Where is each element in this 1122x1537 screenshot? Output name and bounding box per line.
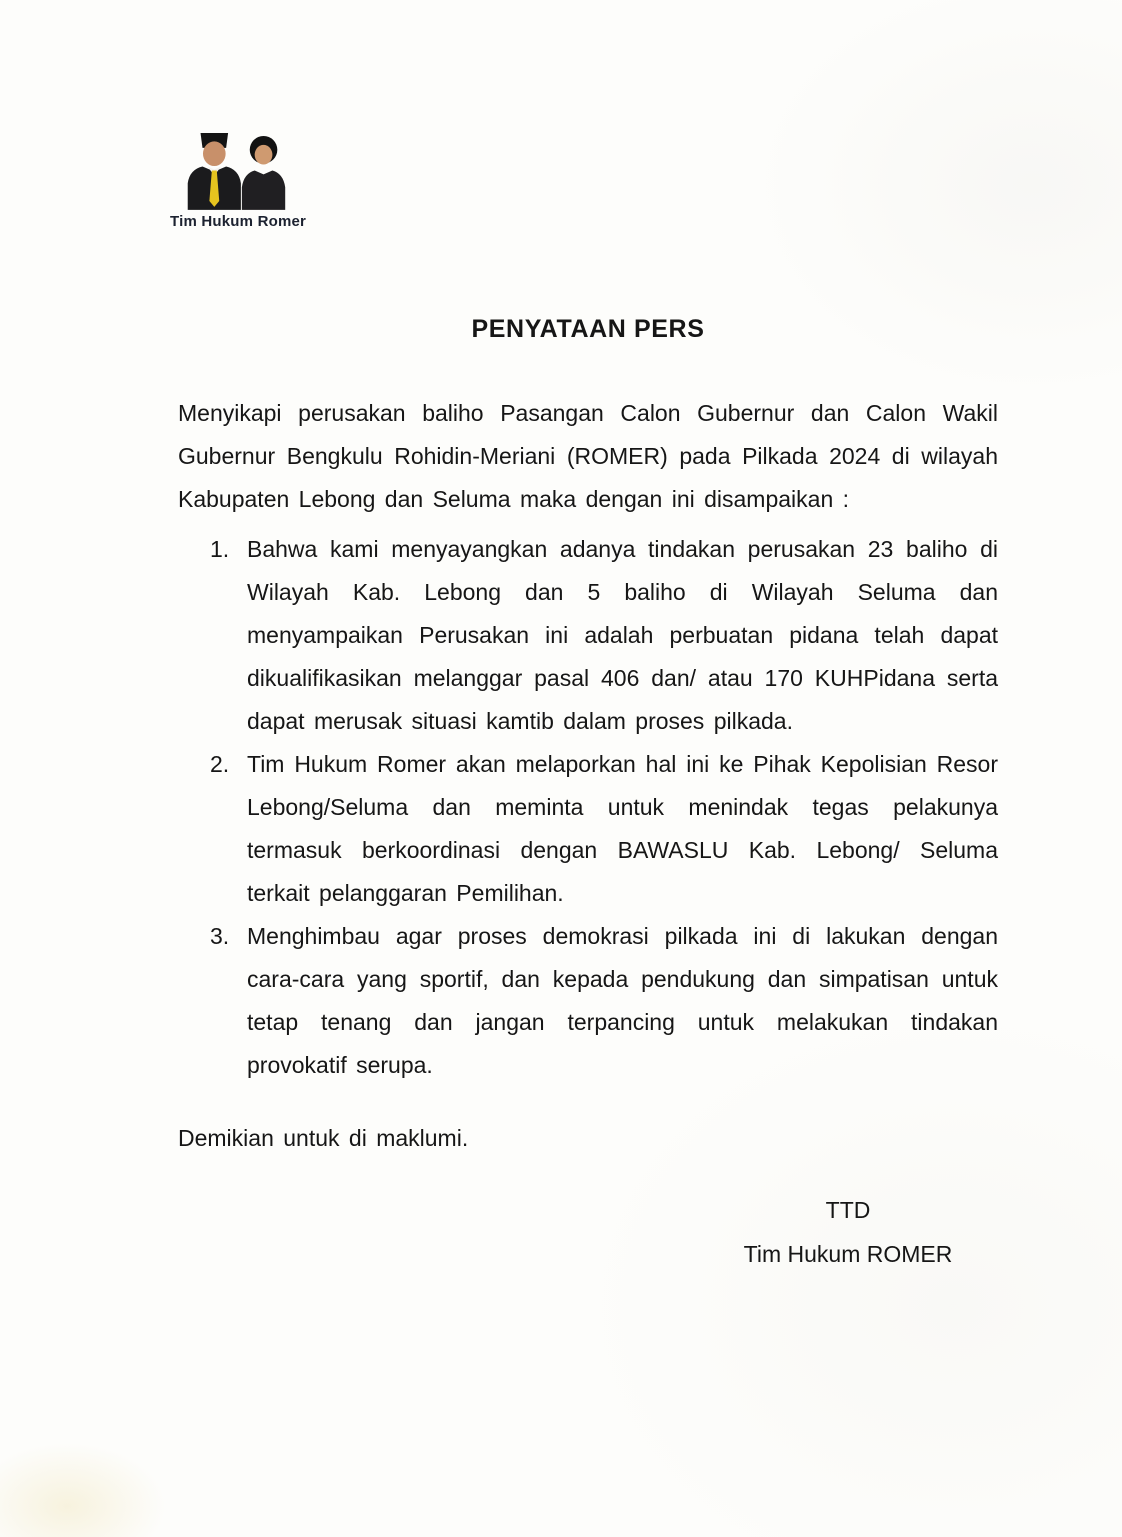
signature-name: Tim Hukum ROMER — [743, 1241, 953, 1267]
item-number: 1. — [210, 536, 230, 562]
list-item — [178, 743, 998, 915]
woman-face-shape — [255, 145, 273, 165]
list-item — [178, 915, 998, 1087]
signature-ttd: TTD — [825, 1197, 871, 1223]
letterhead-logo — [170, 126, 310, 230]
list-item — [178, 528, 998, 743]
couple-portrait-icon — [170, 126, 298, 210]
item-number: 3. — [210, 923, 230, 949]
man-face-shape — [203, 141, 226, 166]
page-title: PENYATAAN PERS — [471, 315, 705, 343]
item-text: Bahwa kami menyayangkan adanya tindakan perusakan 23 baliho di Wilayah Kab. Lebong dan 5 baliho di Wilayah Seluma dan menyampaikan Perusakan ini adalah perbuatan pidana telah dapat dikualifikasikan melanggar pasal 406 dan/ atau 170 KUHPidana serta dapat merusak situasi kamtib dalam proses pilkada. — [247, 536, 998, 734]
intro-paragraph: Menyikapi perusakan baliho Pasangan Calon Gubernur dan Calon Wakil Gubernur Bengkulu Rohidin-Meriani (ROMER) pada Pilkada 2024 di wilayah Kabupaten Lebong dan Seluma maka dengan ini disampaikan : — [178, 400, 998, 512]
closing-line: Demikian untuk di maklumi. — [178, 1125, 469, 1151]
item-text: Menghimbau agar proses demokrasi pilkada ini di lakukan dengan cara-cara yang sportif, dan kepada pendukung dan simpatisan untuk tetap tenang dan jangan terpancing untuk melakukan tindakan provokatif serupa. — [247, 923, 998, 1078]
logo-caption: Tim Hukum Romer — [170, 213, 307, 230]
item-text: Tim Hukum Romer akan melaporkan hal ini ke Pihak Kepolisian Resor Lebong/Seluma dan meminta untuk menindak tegas pelakunya termasuk berkoordinasi dengan BAWASLU Kab. Lebong/ Seluma terkait pelanggaran Pemilihan. — [247, 751, 998, 906]
woman-dress-shape — [242, 170, 285, 209]
item-number: 2. — [210, 751, 230, 777]
numbered-list — [178, 528, 998, 1087]
signature-block — [698, 1188, 998, 1276]
page-content — [0, 126, 1122, 1276]
